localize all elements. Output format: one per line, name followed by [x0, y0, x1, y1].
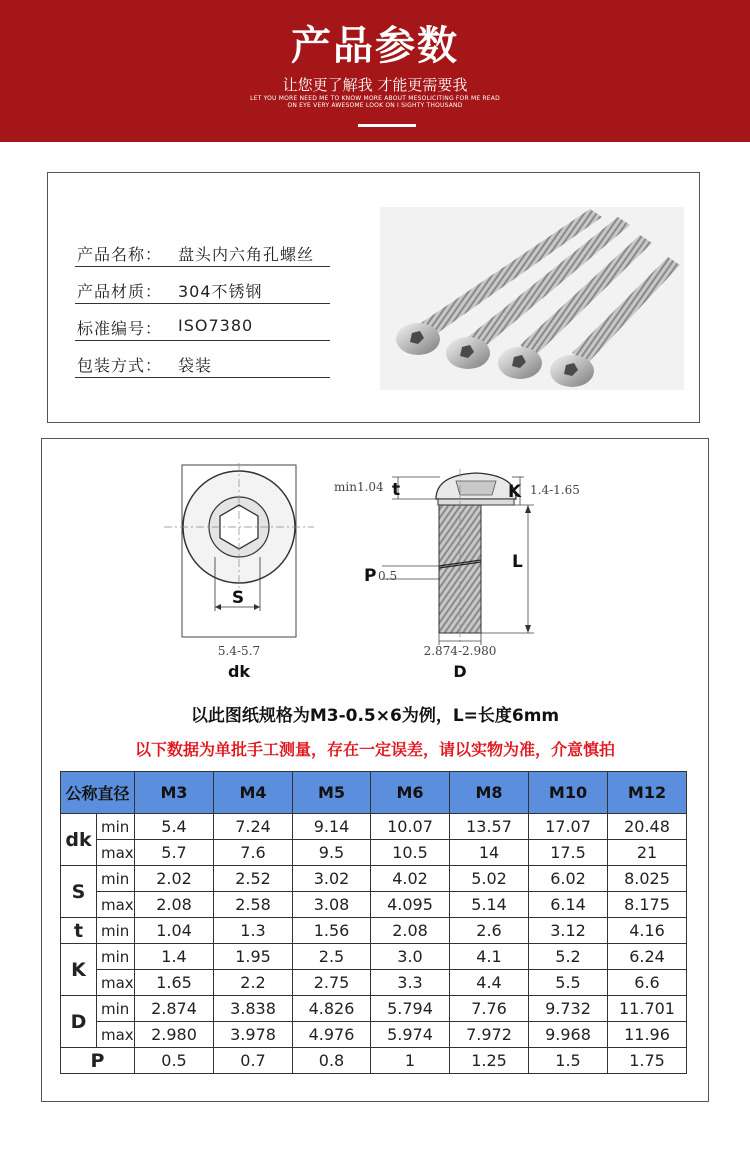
value-cell: 0.7 — [214, 1048, 293, 1074]
table-header-row — [61, 772, 687, 814]
param-cell: D — [61, 996, 97, 1048]
param-cell: S — [61, 866, 97, 918]
value-cell: 5.5 — [529, 970, 608, 996]
dimension-table-body — [61, 772, 687, 1074]
info-label: 产品名称： — [77, 245, 163, 264]
header-cell-size: M5 — [293, 772, 371, 814]
header-cell-size: M12 — [608, 772, 687, 814]
table-row — [61, 970, 687, 996]
info-value: 304不锈钢 — [178, 282, 263, 301]
value-cell: 2.52 — [214, 866, 293, 892]
value-cell: 0.5 — [135, 1048, 214, 1074]
value-cell: 3.12 — [529, 918, 608, 944]
info-row-material — [75, 276, 330, 304]
value-cell: 21 — [608, 840, 687, 866]
minmax-cell: min — [97, 866, 135, 892]
value-cell: 4.976 — [293, 1022, 371, 1048]
value-cell: 6.6 — [608, 970, 687, 996]
value-cell: 2.6 — [450, 918, 529, 944]
value-cell: 7.6 — [214, 840, 293, 866]
minmax-cell: max — [97, 970, 135, 996]
table-row — [61, 892, 687, 918]
value-cell: 17.5 — [529, 840, 608, 866]
spec-example-note: 以此图纸规格为M3-0.5×6为例，L=长度6mm — [190, 706, 560, 726]
value-cell: 6.02 — [529, 866, 608, 892]
info-value: 袋装 — [178, 356, 213, 375]
value-cell: 3.0 — [371, 944, 450, 970]
value-cell: 3.02 — [293, 866, 371, 892]
value-cell: 17.07 — [529, 814, 608, 840]
product-photo — [380, 207, 684, 390]
t-value: min1.04 — [334, 480, 384, 494]
value-cell: 2.75 — [293, 970, 371, 996]
value-cell: 20.48 — [608, 814, 687, 840]
p-label: P — [364, 566, 377, 586]
value-cell: 1.75 — [608, 1048, 687, 1074]
header-cell-size: M4 — [214, 772, 293, 814]
value-cell: 1 — [371, 1048, 450, 1074]
minmax-cell: min — [97, 996, 135, 1022]
minmax-cell: max — [97, 840, 135, 866]
d-label: D — [453, 662, 467, 681]
t-label: t — [392, 480, 401, 500]
value-cell: 4.4 — [450, 970, 529, 996]
info-value: ISO7380 — [178, 316, 254, 335]
value-cell: 2.02 — [135, 866, 214, 892]
s-label: S — [231, 588, 245, 608]
value-cell: 13.57 — [450, 814, 529, 840]
value-cell: 2.58 — [214, 892, 293, 918]
value-cell: 9.732 — [529, 996, 608, 1022]
value-cell: 4.826 — [293, 996, 371, 1022]
value-cell: 10.5 — [371, 840, 450, 866]
value-cell: 7.972 — [450, 1022, 529, 1048]
value-cell: 5.794 — [371, 996, 450, 1022]
value-cell: 8.025 — [608, 866, 687, 892]
value-cell: 10.07 — [371, 814, 450, 840]
table-row — [61, 1022, 687, 1048]
value-cell: 14 — [450, 840, 529, 866]
info-value: 盘头内六角孔螺丝 — [178, 245, 315, 264]
table-row — [61, 918, 687, 944]
table-row — [61, 866, 687, 892]
dk-value: 5.4-5.7 — [217, 644, 261, 658]
p-value: 0.5 — [378, 569, 398, 583]
header-cell-nominal: 公称直径 — [61, 772, 135, 814]
value-cell: 1.25 — [450, 1048, 529, 1074]
value-cell: 6.14 — [529, 892, 608, 918]
value-cell: 4.02 — [371, 866, 450, 892]
value-cell: 11.701 — [608, 996, 687, 1022]
banner-english-line-2: ON EYE VERY AWESOME LOOK ON I SIGHTY THOUSAND — [287, 102, 463, 109]
minmax-cell: max — [97, 892, 135, 918]
value-cell: 2.2 — [214, 970, 293, 996]
measurement-warning: 以下数据为单批手工测量，存在一定误差，请以实物为准，介意慎拍 — [134, 740, 615, 759]
dimension-table — [60, 771, 687, 1074]
value-cell: 3.978 — [214, 1022, 293, 1048]
info-label: 包装方式： — [77, 356, 163, 375]
value-cell: 5.02 — [450, 866, 529, 892]
value-cell: 5.7 — [135, 840, 214, 866]
table-row — [61, 814, 687, 840]
info-row-standard — [75, 313, 330, 341]
value-cell: 5.974 — [371, 1022, 450, 1048]
k-value: 1.4-1.65 — [530, 483, 580, 497]
value-cell: 2.980 — [135, 1022, 214, 1048]
param-cell: K — [61, 944, 97, 996]
header-cell-size: M10 — [529, 772, 608, 814]
value-cell: 1.4 — [135, 944, 214, 970]
banner-title: 产品参数 — [291, 23, 459, 69]
value-cell: 3.838 — [214, 996, 293, 1022]
info-label: 标准编号： — [77, 319, 163, 338]
value-cell: 8.175 — [608, 892, 687, 918]
banner-subtitle: 让您更了解我 才能更需要我 — [282, 76, 468, 94]
info-row-packaging — [75, 350, 330, 378]
dk-label: dk — [227, 662, 251, 681]
header-banner — [0, 0, 750, 142]
param-cell: t — [61, 918, 97, 944]
d-value: 2.874-2.980 — [423, 644, 497, 658]
value-cell: 1.3 — [214, 918, 293, 944]
value-cell: 9.5 — [293, 840, 371, 866]
k-label: K — [508, 482, 522, 502]
value-cell: 2.08 — [135, 892, 214, 918]
specification-box — [41, 438, 709, 1102]
technical-drawing — [42, 439, 710, 689]
l-label: L — [512, 552, 523, 572]
minmax-cell: max — [97, 1022, 135, 1048]
banner-divider — [358, 124, 416, 127]
value-cell: 1.56 — [293, 918, 371, 944]
value-cell: 2.08 — [371, 918, 450, 944]
value-cell: 2.874 — [135, 996, 214, 1022]
param-cell: P — [61, 1048, 135, 1074]
banner-english-line-1: LET YOU MORE NEED ME TO KNOW MORE ABOUT MESOLICITING FOR ME READ — [250, 95, 500, 102]
value-cell: 7.24 — [214, 814, 293, 840]
top-view — [164, 463, 314, 637]
table-row — [61, 840, 687, 866]
value-cell: 11.96 — [608, 1022, 687, 1048]
value-cell: 1.95 — [214, 944, 293, 970]
header-cell-size: M8 — [450, 772, 529, 814]
minmax-cell: min — [97, 918, 135, 944]
value-cell: 9.14 — [293, 814, 371, 840]
value-cell: 1.5 — [529, 1048, 608, 1074]
value-cell: 4.095 — [371, 892, 450, 918]
minmax-cell: min — [97, 814, 135, 840]
table-row — [61, 996, 687, 1022]
header-cell-size: M3 — [135, 772, 214, 814]
value-cell: 3.3 — [371, 970, 450, 996]
value-cell: 5.4 — [135, 814, 214, 840]
minmax-cell: min — [97, 944, 135, 970]
value-cell: 5.14 — [450, 892, 529, 918]
product-info-box — [47, 172, 700, 423]
value-cell: 4.1 — [450, 944, 529, 970]
value-cell: 4.16 — [608, 918, 687, 944]
value-cell: 6.24 — [608, 944, 687, 970]
value-cell: 0.8 — [293, 1048, 371, 1074]
value-cell: 1.65 — [135, 970, 214, 996]
value-cell: 2.5 — [293, 944, 371, 970]
value-cell: 9.968 — [529, 1022, 608, 1048]
value-cell: 3.08 — [293, 892, 371, 918]
value-cell: 7.76 — [450, 996, 529, 1022]
info-label: 产品材质： — [77, 282, 163, 301]
screws-illustration — [380, 207, 684, 390]
header-cell-size: M6 — [371, 772, 450, 814]
value-cell: 5.2 — [529, 944, 608, 970]
value-cell: 1.04 — [135, 918, 214, 944]
table-row — [61, 944, 687, 970]
param-cell: dk — [61, 814, 97, 866]
table-row — [61, 1048, 687, 1074]
info-row-name — [75, 239, 330, 267]
